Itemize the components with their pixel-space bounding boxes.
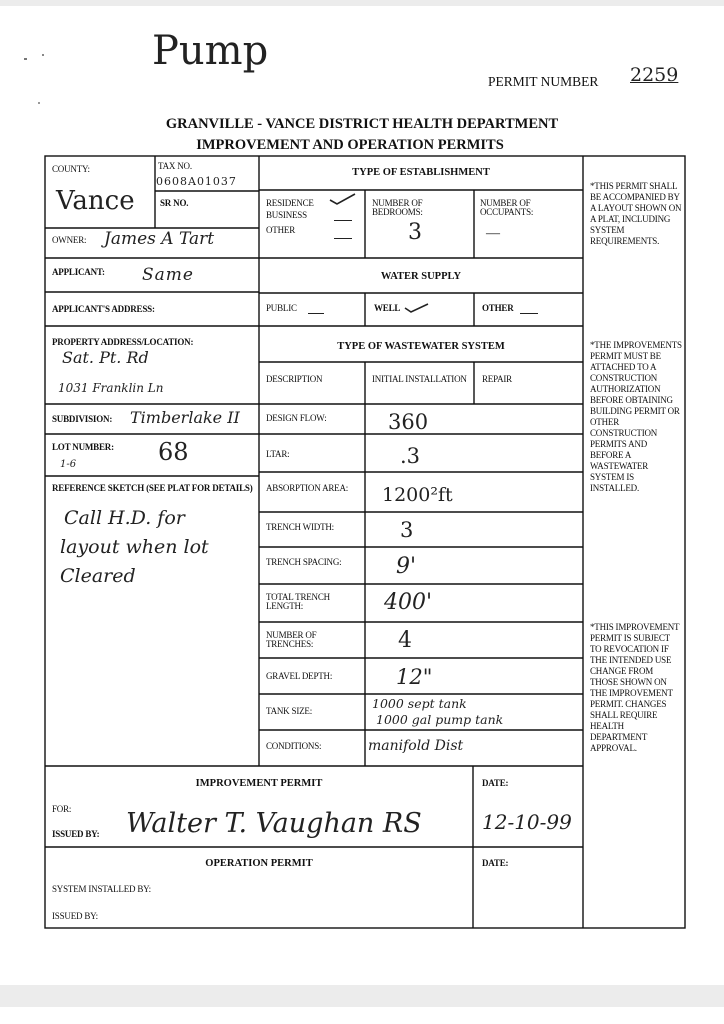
improvement-date-label: DATE: — [482, 778, 509, 788]
trench-spacing-label: TRENCH SPACING: — [266, 557, 342, 567]
reference-sketch-line2: layout when lot — [60, 536, 209, 558]
total-trench-length-value: 400' — [384, 590, 433, 615]
tank-size-label: TANK SIZE: — [266, 706, 313, 716]
subdivision-label: SUBDIVISION: — [52, 414, 113, 424]
reference-sketch-line3: Cleared — [60, 565, 136, 587]
improvement-issued-by-signature: Walter T. Vaughan RS — [126, 808, 422, 839]
number-of-trenches-value: 4 — [398, 628, 412, 653]
handwritten-pump: Pump — [152, 28, 269, 74]
conditions-label: CONDITIONS: — [266, 741, 322, 751]
initial-installation-label: INITIAL INSTALLATION — [372, 374, 467, 384]
business-label: BUSINESS — [266, 210, 307, 220]
lot-number-label: LOT NUMBER: — [52, 442, 114, 452]
tax-no-label: TAX NO. — [158, 161, 192, 171]
water-public-label: PUBLIC — [266, 303, 297, 313]
permit-number-value: 2259 — [630, 64, 679, 86]
absorption-area-label: ABSORPTION AREA: — [266, 483, 349, 493]
residence-label: RESIDENCE — [266, 198, 314, 208]
property-label: PROPERTY ADDRESS/LOCATION: — [52, 337, 194, 347]
trench-spacing-value: 9' — [396, 554, 417, 579]
applicant-address-label: APPLICANT'S ADDRESS: — [52, 304, 155, 314]
improvement-for-label: FOR: — [52, 804, 72, 814]
water-supply-header: WATER SUPPLY — [380, 271, 462, 282]
trench-width-label: TRENCH WIDTH: — [266, 522, 334, 532]
other-label: OTHER — [266, 225, 295, 235]
tax-no-value: 0608A01037 — [156, 175, 237, 188]
well-check-icon — [404, 302, 430, 314]
county-label: COUNTY: — [52, 164, 90, 174]
side-note-3: *THIS IMPROVEMENT PERMIT IS SUBJECT TO REVOCATION IF THE INTENDED USE CHANGE FROM THOSE SHOWN ON THE IMPROVEMENT PERMIT. CHANGES SHALL REQUIRE HEALTH DEPARTMENT APPROVAL. — [590, 622, 680, 753]
residence-check-icon — [328, 192, 358, 206]
county-value: Vance — [56, 186, 135, 216]
side-note-2: *THE IMPROVEMENTS PERMIT MUST BE ATTACHED TO A CONSTRUCTION AUTHORIZATION BEFORE OBTAINING BUILDING PERMIT OR OTHER CONSTRUCTION PERMITS AND BEFORE A WASTEWATER SYSTEM IS INSTALLED. — [590, 340, 682, 493]
bedrooms-value: 3 — [408, 220, 422, 245]
water-other-label: OTHER — [482, 303, 514, 313]
reference-sketch-label: REFERENCE SKETCH (SEE PLAT FOR DETAILS) — [52, 483, 253, 493]
lot-number-extra: 1-6 — [60, 459, 77, 470]
improvement-issued-by-label: ISSUED BY: — [52, 829, 100, 839]
applicant-label: APPLICANT: — [52, 267, 105, 277]
trench-width-value: 3 — [400, 518, 414, 542]
design-flow-label: DESIGN FLOW: — [266, 413, 327, 423]
subdivision-value: Timberlake II — [130, 408, 240, 427]
ltar-value: .3 — [400, 444, 421, 468]
department-title: GRANVILLE - VANCE DISTRICT HEALTH DEPARTMENT — [165, 116, 559, 132]
occupants-label: NUMBER OF OCCUPANTS: — [480, 198, 534, 218]
owner-label: OWNER: — [52, 235, 87, 245]
operation-date-label: DATE: — [482, 858, 509, 868]
occupants-value: — — [486, 226, 500, 241]
owner-value: James A Tart — [104, 229, 215, 249]
water-public-blank — [308, 313, 324, 314]
improvement-date-value: 12-10-99 — [482, 810, 572, 834]
conditions-value: manifold Dist — [368, 738, 464, 754]
gravel-depth-value: 12" — [396, 665, 433, 689]
bedrooms-label: NUMBER OF BEDROOMS: — [372, 198, 423, 218]
improvement-permit-header: IMPROVEMENT PERMIT — [195, 778, 323, 789]
water-other-blank — [520, 313, 538, 314]
business-blank — [334, 220, 352, 221]
property-line2: 1031 Franklin Ln — [58, 381, 164, 395]
number-of-trenches-label: NUMBER OF TRENCHES: — [266, 630, 317, 650]
side-note-1: *THIS PERMIT SHALL BE ACCOMPANIED BY A LAYOUT SHOWN ON A PLAT, INCLUDING SYSTEM REQUIREMENTS. — [590, 181, 682, 246]
applicant-value: Same — [142, 265, 194, 285]
lot-number-value: 68 — [158, 438, 189, 466]
gravel-depth-label: GRAVEL DEPTH: — [266, 671, 333, 681]
description-label: DESCRIPTION — [266, 374, 323, 384]
operation-permit-header: OPERATION PERMIT — [205, 858, 313, 869]
tank-size-value-1: 1000 sept tank — [372, 696, 467, 711]
system-installed-by-label: SYSTEM INSTALLED BY: — [52, 884, 151, 894]
absorption-area-value: 1200²ft — [382, 484, 453, 506]
sr-no-label: SR NO. — [160, 198, 189, 208]
tank-size-value-2: 1000 gal pump tank — [376, 712, 504, 727]
wastewater-header: TYPE OF WASTEWATER SYSTEM — [337, 341, 505, 352]
ltar-label: LTAR: — [266, 449, 290, 459]
form-title: IMPROVEMENT AND OPERATION PERMITS — [196, 137, 504, 153]
establishment-header: TYPE OF ESTABLISHMENT — [352, 167, 490, 178]
repair-label: REPAIR — [482, 374, 512, 384]
total-trench-length-label: TOTAL TRENCH LENGTH: — [266, 592, 330, 612]
design-flow-value: 360 — [388, 410, 429, 434]
property-line1: Sat. Pt. Rd — [62, 348, 149, 367]
operation-issued-by-label: ISSUED BY: — [52, 911, 98, 921]
reference-sketch-line1: Call H.D. for — [64, 507, 185, 529]
water-well-label: WELL — [374, 303, 401, 313]
other-blank — [334, 238, 352, 239]
permit-number-label: PERMIT NUMBER — [488, 74, 599, 89]
